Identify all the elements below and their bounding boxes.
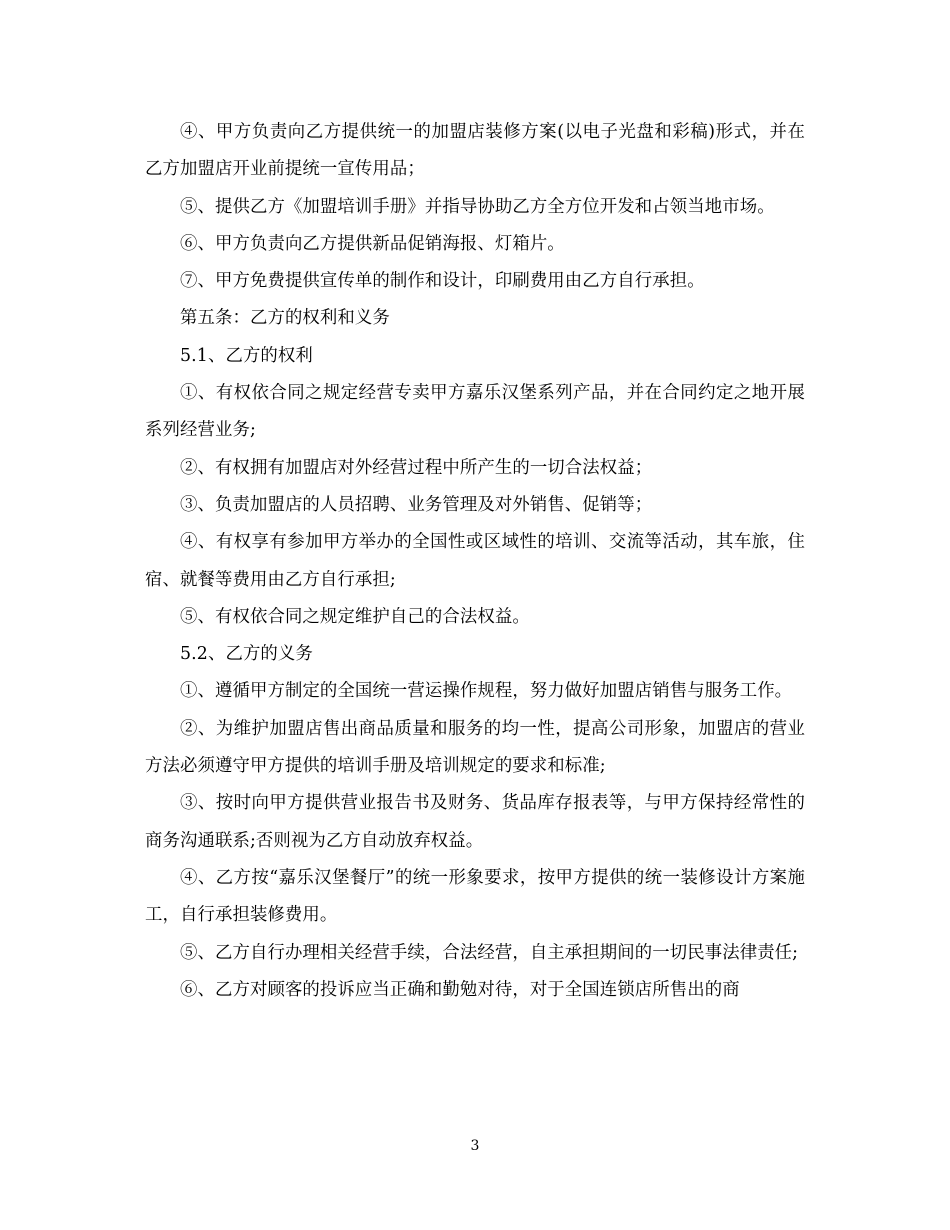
paragraph-16: ④、乙方按“嘉乐汉堡餐厅”的统一形象要求，按甲方提供的统一装修设计方案施工，自行承担装修费用。 — [145, 867, 805, 926]
subsection-heading-5-2: 5.2、乙方的义务 — [180, 644, 313, 665]
paragraph-15: ③、按时向甲方提供营业报告书及财务、货品库存报表等，与甲方保持经常性的商务沟通联系;否则视为乙方自动放弃权益。 — [145, 793, 805, 851]
paragraph-8: ②、有权拥有加盟店对外经营过程中所产生的一切合法权益； — [180, 457, 653, 478]
paragraph-7: ①、有权依合同之规定经营专卖甲方嘉乐汉堡系列产品，并在合同约定之地开展系列经营业务; — [145, 383, 805, 441]
paragraph-14: ②、为维护加盟店售出商品质量和服务的均一性，提高公司形象，加盟店的营业方法必须遵守甲方提供的培训手册及培训规定的要求和标准; — [145, 718, 805, 777]
paragraph-17: ⑤、乙方自行办理相关经营手续，合法经营，自主承担期间的一切民事法律责任; — [180, 942, 799, 963]
subsection-heading-5-1: 5.1、乙方的权利 — [180, 345, 313, 366]
paragraph-11: ⑤、有权依合同之规定维护自己的合法权益。 — [180, 606, 530, 627]
section-heading-article-5: 第五条：乙方的权利和义务 — [180, 308, 390, 329]
page-number: 3 — [470, 1138, 480, 1154]
paragraph-13: ①、遵循甲方制定的全国统一营运操作规程，努力做好加盟店销售与服务工作。 — [180, 681, 793, 702]
paragraph-2: ⑤、提供乙方《加盟培训手册》并指导协助乙方全方位开发和占领当地市场。 — [180, 196, 775, 217]
paragraph-10: ④、有权享有参加甲方举办的全国性或区域性的培训、交流等活动，其车旅，住宿、就餐等费用由乙方自行承担; — [145, 532, 805, 590]
paragraph-18: ⑥、乙方对顾客的投诉应当正确和勤勉对待，对于全国连锁店所售出的商 — [180, 979, 740, 1000]
paragraph-1: ④、甲方负责向乙方提供统一的加盟店装修方案(以电子光盘和彩稿)形式，并在乙方加盟店开业前提统一宣传用品； — [145, 122, 805, 180]
paragraph-9: ③、负责加盟店的人员招聘、业务管理及对外销售、促销等； — [180, 494, 653, 515]
document-body — [145, 114, 805, 1009]
paragraph-4: ⑦、甲方免费提供宣传单的制作和设计，印刷费用由乙方自行承担。 — [180, 271, 705, 292]
paragraph-3: ⑥、甲方负责向乙方提供新品促销海报、灯箱片。 — [180, 233, 565, 254]
